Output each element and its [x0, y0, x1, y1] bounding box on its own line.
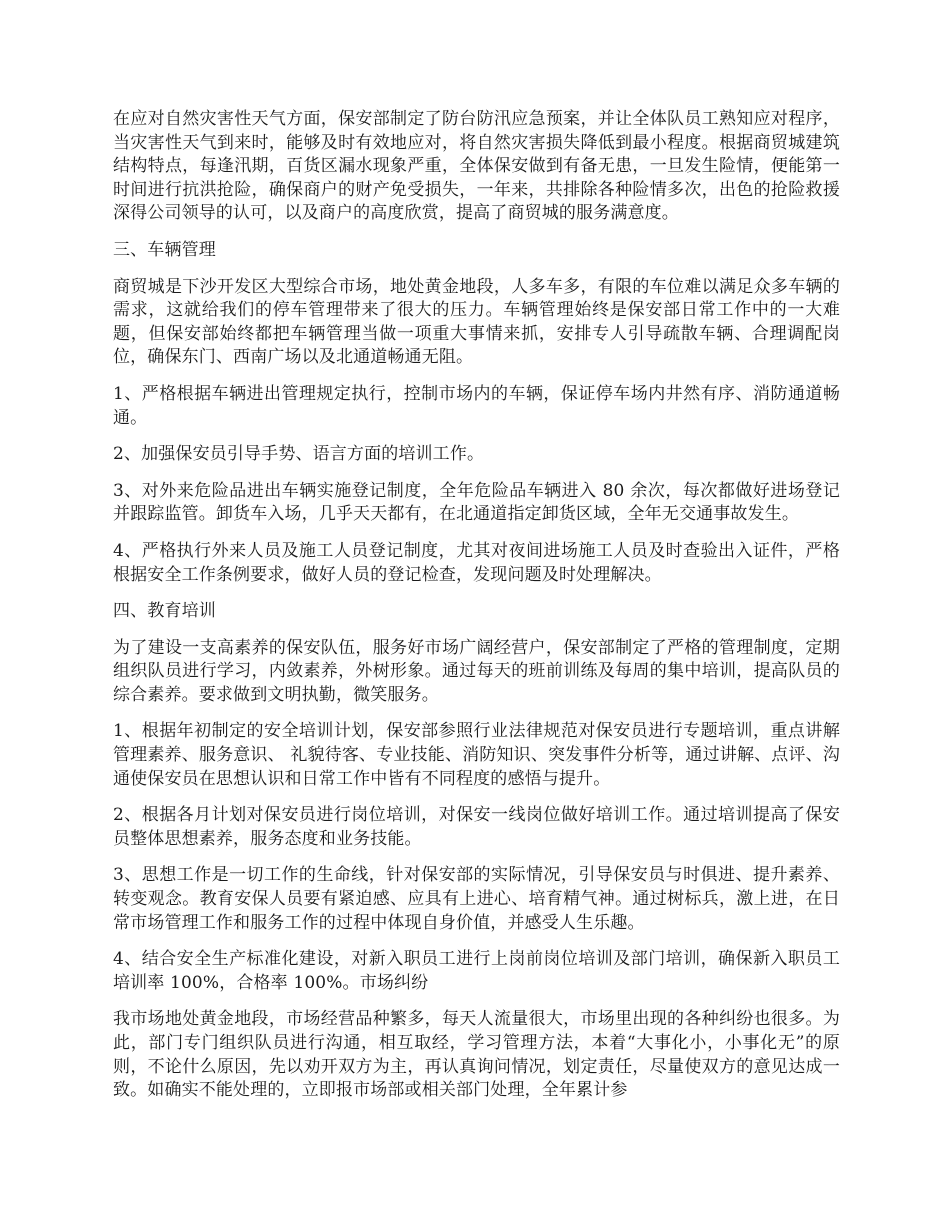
paragraph-market-disputes: 我市场地处黄金地段，市场经营品种繁多，每天人流量很大，市场里出现的各种纠纷也很多。为此，部门专门组织队员进行沟通，相互取经，学习管理方法，本着“大事化小，小事化无”的原则，不论什么原因，先以劝开双方为主，再认真询问情况，划定责任，尽量使双方的意见达成一致。如确实不能处理的，立即报市场部或相关部门处理，全年累计参: [113, 1009, 840, 1101]
document-body: [113, 108, 840, 1116]
paragraph-disaster-response: 在应对自然灾害性天气方面，保安部制定了防台防汛应急预案，并让全体队员工熟知应对程序，当灾害性天气到来时，能够及时有效地应对，将自然灾害损失降低到最小程度。根据商贸城建筑结构特点，每逢汛期，百货区漏水现象严重，全体保安做到有备无患，一旦发生险情，便能第一时间进行抗洪抢险，确保商户的财产免受损失，一年来，共排除各种险情多次，出色的抢险救援深得公司领导的认可，以及商户的高度欣赏，提高了商贸城的服务满意度。: [113, 109, 840, 224]
paragraph-vehicle-intro: 商贸城是下沙开发区大型综合市场，地处黄金地段，人多车多，有限的车位难以满足众多车辆的需求，这就给我们的停车管理带来了很大的压力。车辆管理始终是保安部日常工作中的一大难题，但保安部始终都把车辆管理当做一项重大事情来抓，安排专人引导疏散车辆、合理调配岗位，确保东门、西南广场以及北通道畅通无阻。: [113, 276, 840, 368]
list-item-training-3: 3、思想工作是一切工作的生命线，针对保安部的实际情况，引导保安员与时俱进、提升素养、转变观念。教育安保人员要有紧迫感、应具有上进心、培育精气神。通过树标兵，激上进，在日常市场管理工作和服务工作的过程中体现自身价值，并感受人生乐趣。: [113, 865, 840, 933]
list-item-vehicle-4: 4、严格执行外来人员及施工人员登记制度，尤其对夜间进场施工人员及时查验出入证件，严格根据安全工作条例要求，做好人员的登记检查，发现问题及时处理解决。: [113, 540, 840, 585]
list-item-training-4: 4、结合安全生产标准化建设，对新入职员工进行上岗前岗位培训及部门培训，确保新入职员工培训率 100%，合格率 100%。市场纠纷: [113, 949, 840, 993]
list-item-training-2: 2、根据各月计划对保安员进行岗位培训，对保安一线岗位做好培训工作。通过培训提高了保安员整体思想素养，服务态度和业务技能。: [113, 805, 840, 849]
list-item-vehicle-2: 2、加强保安员引导手势、语言方面的培训工作。: [113, 444, 485, 465]
paragraph-training-intro: 为了建设一支高素养的保安队伍，服务好市场广阔经营户，保安部制定了严格的管理制度，定期组织队员进行学习，内敛素养，外树形象。通过每天的班前训练及每周的集中培训，提高队员的综合素养。要求做到文明执勤，微笑服务。: [113, 637, 840, 705]
list-item-training-1: 1、根据年初制定的安全培训计划，保安部参照行业法律规范对保安员进行专题培训，重点讲解管理素养、服务意识、 礼貌待客、专业技能、消防知识、突发事件分析等，通过讲解、点评、沟通使保安员在思想认识和日常工作中皆有不同程度的感悟与提升。: [113, 721, 840, 789]
list-item-vehicle-3: 3、对外来危险品进出车辆实施登记制度，全年危险品车辆进入 80 余次，每次都做好进场登记并跟踪监管。卸货车入场，几乎天天都有，在北通道指定卸货区域，全年无交通事故发生。: [113, 480, 840, 525]
list-item-vehicle-1: 1、严格根据车辆进出管理规定执行，控制市场内的车辆，保证停车场内井然有序、消防通道畅通。: [113, 383, 840, 428]
section-heading-education-training: 四、教育培训: [113, 601, 216, 622]
section-heading-vehicle-management: 三、车辆管理: [113, 239, 216, 260]
